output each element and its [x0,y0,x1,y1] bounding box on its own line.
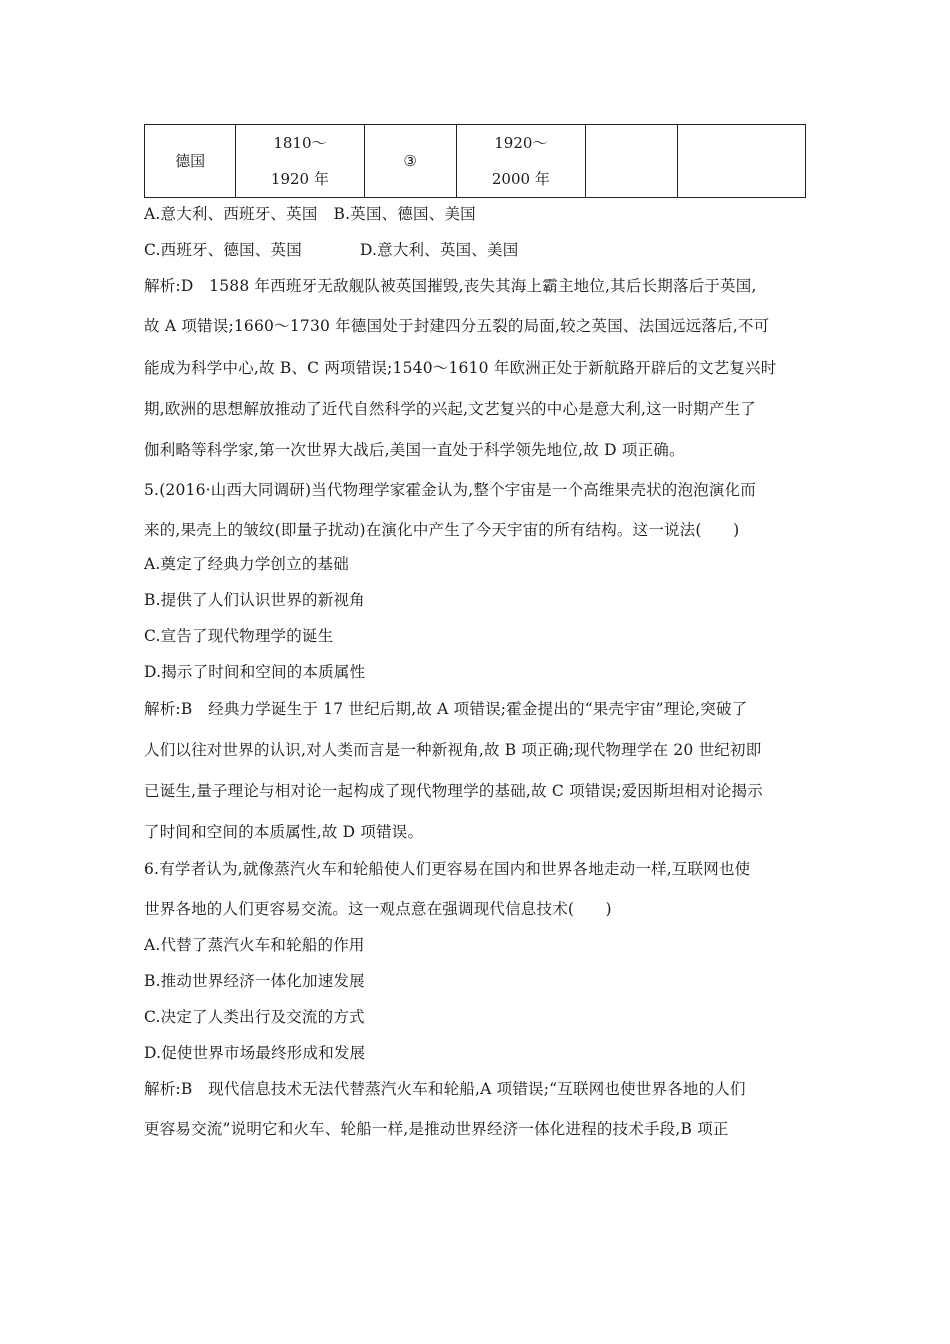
q4-option-c: C.西班牙、德国、英国 [144,241,302,259]
q6-analysis-line: 更容易交流”说明它和火车、轮船一样,是推动世界经济一体化进程的技术手段,B 项正 [144,1120,729,1138]
q6-option-c: C.决定了人类出行及交流的方式 [144,1008,365,1026]
table-row [145,125,806,198]
country-text: 德国 [175,152,206,170]
q6-stem-line: 6.有学者认为,就像蒸汽火车和轮船使人们更容易在国内和世界各地走动一样,互联网也使 [144,860,751,878]
q5-option-b: B.提供了人们认识世界的新视角 [144,591,365,609]
q4-analysis-line: 故 A 项错误;1660～1730 年德国处于封建四分五裂的局面,较之英国、法国远远落后,不可 [144,317,770,335]
q5-stem-line: 5.(2016·山西大同调研)当代物理学家霍金认为,整个宇宙是一个高维果壳状的泡泡演化而 [144,481,756,499]
q6-analysis-line: 解析:B 现代信息技术无法代替蒸汽火车和轮船,A 项错误;“互联网也使世界各地的人们 [144,1080,746,1098]
q4-analysis-line: 期,欧洲的思想解放推动了近代自然科学的兴起,文艺复兴的中心是意大利,这一时期产生了 [144,400,756,418]
q4-options-row-2 [144,238,518,260]
q4-option-b: B.英国、德国、美国 [333,205,476,223]
science-center-table [144,124,806,198]
q5-stem-line: 来的,果壳上的皱纹(即量子扰动)在演化中产生了今天宇宙的所有结构。这一说法( ) [144,521,740,539]
q6-option-b: B.推动世界经济一体化加速发展 [144,972,365,990]
q6-option-a: A.代替了蒸汽火车和轮船的作用 [144,936,365,954]
table-cell-blank [678,125,806,198]
table-cell-period2 [456,125,585,198]
q4-analysis-line: 伽利略等科学家,第一次世界大战后,美国一直处于科学领先地位,故 D 项正确。 [144,441,685,459]
marker-text: ③ [403,152,417,170]
q5-analysis-line: 了时间和空间的本质属性,故 D 项错误。 [144,823,424,841]
table-cell-country [145,125,236,198]
q4-options-row-1 [144,202,476,224]
period2-start: 1920～ [494,134,548,152]
period1-end: 1920 年 [270,170,329,188]
q4-analysis-line: 解析:D 1588 年西班牙无敌舰队被英国摧毁,丧失其海上霸主地位,其后长期落后于英国, [144,277,757,295]
q6-option-d: D.促使世界市场最终形成和发展 [144,1044,366,1062]
q5-analysis-line: 已诞生,量子理论与相对论一起构成了现代物理学的基础,故 C 项错误;爱因斯坦相对论揭示 [144,782,763,800]
q4-option-d: D.意大利、英国、美国 [359,241,519,259]
q4-analysis-line: 能成为科学中心,故 B、C 两项错误;1540～1610 年欧洲正处于新航路开辟后的文艺复兴时 [144,359,777,377]
period2-end: 2000 年 [491,170,550,188]
period1-start: 1810～ [273,134,327,152]
table-cell-blank [585,125,677,198]
table-cell-period1 [236,125,364,198]
q5-option-c: C.宣告了现代物理学的诞生 [144,627,334,645]
q5-option-d: D.揭示了时间和空间的本质属性 [144,663,366,681]
table-cell-marker [364,125,456,198]
q5-option-a: A.奠定了经典力学创立的基础 [144,555,349,573]
q5-analysis-line: 人们以往对世界的认识,对人类而言是一种新视角,故 B 项正确;现代物理学在 20 世纪初即 [144,741,762,759]
q5-analysis-line: 解析:B 经典力学诞生于 17 世纪后期,故 A 项错误;霍金提出的“果壳宇宙”理论,突破了 [144,700,748,718]
q6-stem-line: 世界各地的人们更容易交流。这一观点意在强调现代信息技术( ) [144,900,612,918]
q4-option-a: A.意大利、西班牙、英国 [144,205,318,223]
